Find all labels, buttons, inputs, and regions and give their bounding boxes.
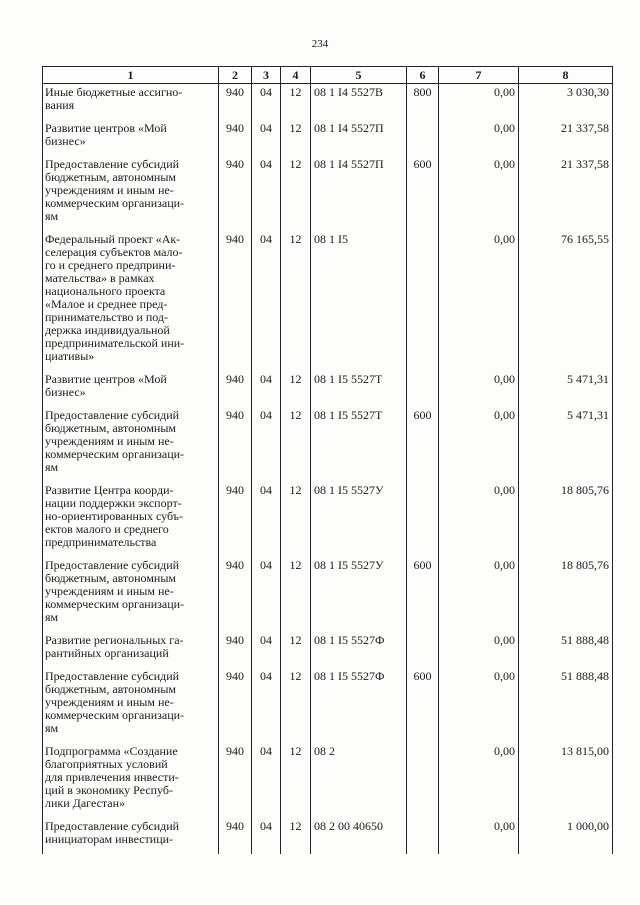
ministry-code-cell: 940	[219, 84, 252, 121]
subsection-cell: 12	[281, 743, 311, 818]
row-name-cell: Предоставление субсидий бюджетным, автономным учреждениям и иным не- коммерческим организаци- ям	[43, 407, 219, 482]
expense-type-cell	[407, 482, 439, 557]
row-name-cell: Предоставление субсидий бюджетным, автономным учреждениям и иным не- коммерческим организаци- ям	[43, 557, 219, 632]
amount-col8-cell: 21 337,58	[519, 156, 613, 231]
target-article-cell: 08 2 00 40650	[311, 818, 407, 854]
amount-col7-cell: 0,00	[439, 632, 519, 668]
amount-col7-cell: 0,00	[439, 668, 519, 743]
column-header: 1	[43, 67, 219, 84]
target-article-cell: 08 1 I5	[311, 231, 407, 371]
table-row	[43, 407, 613, 482]
row-name-cell: Предоставление субсидий бюджетным, автономным учреждениям и иным не- коммерческим организаци- ям	[43, 156, 219, 231]
target-article-cell: 08 1 I5 5527Ф	[311, 632, 407, 668]
row-name-cell: Развитие региональных га- рантийных организаций	[43, 632, 219, 668]
table-row	[43, 156, 613, 231]
column-header: 7	[439, 67, 519, 84]
ministry-code-cell: 940	[219, 557, 252, 632]
column-header: 4	[281, 67, 311, 84]
target-article-cell: 08 1 I5 5527У	[311, 557, 407, 632]
amount-col8-cell: 1 000,00	[519, 818, 613, 854]
amount-col8-cell: 5 471,31	[519, 407, 613, 482]
target-article-cell: 08 1 I4 5527П	[311, 120, 407, 156]
row-name-cell: Предоставление субсидий бюджетным, автономным учреждениям и иным не- коммерческим организаци- ям	[43, 668, 219, 743]
amount-col7-cell: 0,00	[439, 120, 519, 156]
expense-type-cell: 600	[407, 407, 439, 482]
section-cell: 04	[252, 371, 281, 407]
ministry-code-cell: 940	[219, 156, 252, 231]
expense-type-cell	[407, 743, 439, 818]
column-header: 6	[407, 67, 439, 84]
expense-type-cell	[407, 120, 439, 156]
expense-type-cell	[407, 632, 439, 668]
table-body	[43, 84, 613, 855]
target-article-cell: 08 1 I5 5527Т	[311, 371, 407, 407]
ministry-code-cell: 940	[219, 231, 252, 371]
table-row	[43, 557, 613, 632]
table-row	[43, 632, 613, 668]
ministry-code-cell: 940	[219, 668, 252, 743]
amount-col8-cell: 76 165,55	[519, 231, 613, 371]
expense-type-cell	[407, 371, 439, 407]
amount-col7-cell: 0,00	[439, 818, 519, 854]
section-cell: 04	[252, 632, 281, 668]
row-name-cell: Развитие центров «Мой бизнес»	[43, 120, 219, 156]
target-article-cell: 08 1 I5 5527Ф	[311, 668, 407, 743]
table-row	[43, 231, 613, 371]
row-name-cell: Развитие центров «Мой бизнес»	[43, 371, 219, 407]
ministry-code-cell: 940	[219, 632, 252, 668]
amount-col7-cell: 0,00	[439, 84, 519, 121]
section-cell: 04	[252, 84, 281, 121]
page-number: 234	[311, 38, 329, 50]
row-name-cell: Федеральный проект «Ак- селерация субъектов мало- го и среднего предприни- мательства» в рамках национального проекта «Малое и среднее пред- принимательство и под- держка индивидуальной предпринимательской ини- циативы»	[43, 231, 219, 371]
section-cell: 04	[252, 407, 281, 482]
target-article-cell: 08 1 I4 5527П	[311, 156, 407, 231]
table-row	[43, 743, 613, 818]
table-row	[43, 668, 613, 743]
amount-col7-cell: 0,00	[439, 557, 519, 632]
subsection-cell: 12	[281, 557, 311, 632]
section-cell: 04	[252, 557, 281, 632]
row-name-cell: Предоставление субсидий инициаторам инвестици-	[43, 818, 219, 854]
ministry-code-cell: 940	[219, 482, 252, 557]
section-cell: 04	[252, 743, 281, 818]
amount-col7-cell: 0,00	[439, 482, 519, 557]
subsection-cell: 12	[281, 668, 311, 743]
column-header: 3	[252, 67, 281, 84]
subsection-cell: 12	[281, 818, 311, 854]
column-header: 8	[519, 67, 613, 84]
table-row	[43, 120, 613, 156]
amount-col7-cell: 0,00	[439, 407, 519, 482]
subsection-cell: 12	[281, 231, 311, 371]
subsection-cell: 12	[281, 482, 311, 557]
table-row	[43, 818, 613, 854]
table-row	[43, 482, 613, 557]
table-row	[43, 84, 613, 121]
section-cell: 04	[252, 818, 281, 854]
row-name-cell: Иные бюджетные ассигно- вания	[43, 84, 219, 121]
amount-col8-cell: 5 471,31	[519, 371, 613, 407]
subsection-cell: 12	[281, 84, 311, 121]
target-article-cell: 08 1 I4 5527В	[311, 84, 407, 121]
subsection-cell: 12	[281, 156, 311, 231]
section-cell: 04	[252, 668, 281, 743]
target-article-cell: 08 2	[311, 743, 407, 818]
subsection-cell: 12	[281, 120, 311, 156]
row-name-cell: Подпрограмма «Создание благоприятных условий для привлечения инвести- ций в экономику Респуб- лики Дагестан»	[43, 743, 219, 818]
expense-type-cell	[407, 818, 439, 854]
expense-type-cell: 600	[407, 557, 439, 632]
table-row	[43, 371, 613, 407]
ministry-code-cell: 940	[219, 407, 252, 482]
target-article-cell: 08 1 I5 5527У	[311, 482, 407, 557]
ministry-code-cell: 940	[219, 743, 252, 818]
amount-col7-cell: 0,00	[439, 156, 519, 231]
section-cell: 04	[252, 231, 281, 371]
amount-col7-cell: 0,00	[439, 371, 519, 407]
subsection-cell: 12	[281, 632, 311, 668]
expense-type-cell: 800	[407, 84, 439, 121]
amount-col7-cell: 0,00	[439, 743, 519, 818]
amount-col8-cell: 21 337,58	[519, 120, 613, 156]
section-cell: 04	[252, 482, 281, 557]
amount-col8-cell: 18 805,76	[519, 557, 613, 632]
budget-table	[42, 66, 613, 854]
expense-type-cell: 600	[407, 156, 439, 231]
amount-col8-cell: 51 888,48	[519, 668, 613, 743]
amount-col8-cell: 13 815,00	[519, 743, 613, 818]
column-header: 2	[219, 67, 252, 84]
target-article-cell: 08 1 I5 5527Т	[311, 407, 407, 482]
amount-col8-cell: 51 888,48	[519, 632, 613, 668]
amount-col8-cell: 18 805,76	[519, 482, 613, 557]
section-cell: 04	[252, 156, 281, 231]
expense-type-cell: 600	[407, 668, 439, 743]
row-name-cell: Развитие Центра коорди- нации поддержки экспорт- но-ориентированных субъ- ектов малого и среднего предпринимательства	[43, 482, 219, 557]
ministry-code-cell: 940	[219, 818, 252, 854]
subsection-cell: 12	[281, 407, 311, 482]
column-header: 5	[311, 67, 407, 84]
amount-col8-cell: 3 030,30	[519, 84, 613, 121]
ministry-code-cell: 940	[219, 371, 252, 407]
table-header-row	[43, 67, 613, 84]
section-cell: 04	[252, 120, 281, 156]
ministry-code-cell: 940	[219, 120, 252, 156]
expense-type-cell	[407, 231, 439, 371]
amount-col7-cell: 0,00	[439, 231, 519, 371]
subsection-cell: 12	[281, 371, 311, 407]
